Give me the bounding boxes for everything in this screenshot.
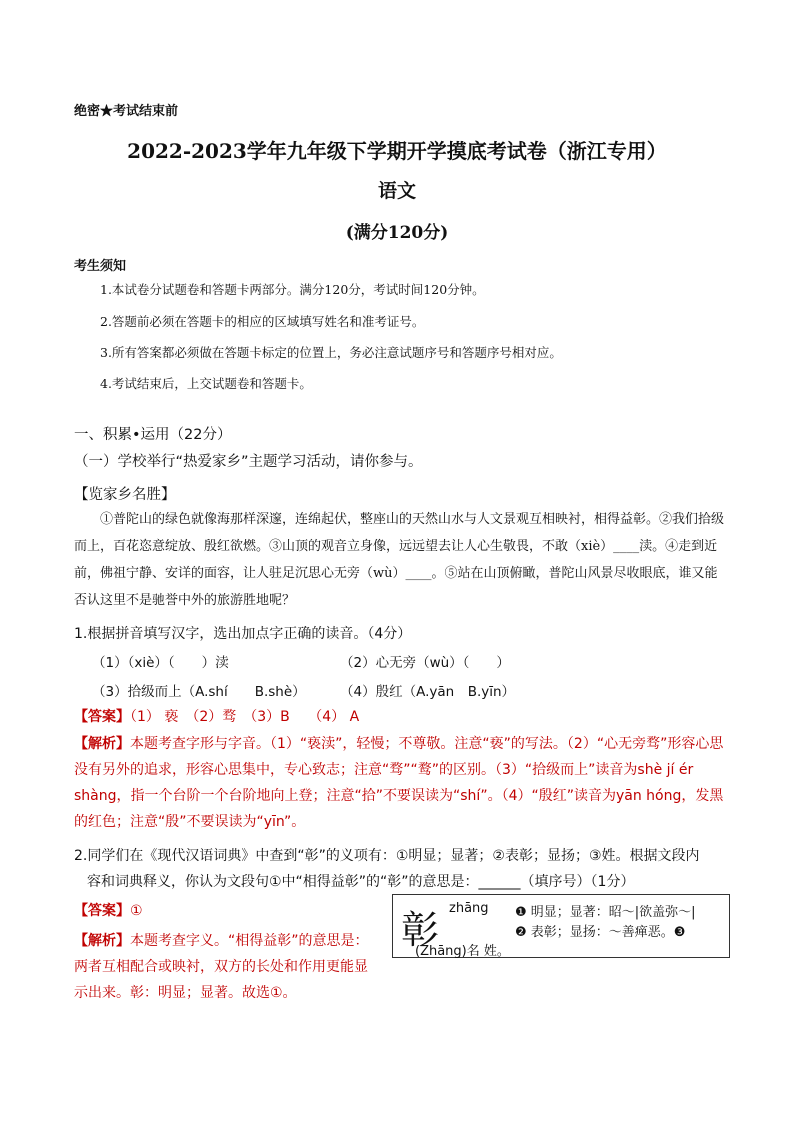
notice-item: 3.所有答案都必须做在答题卡标定的位置上，务必注意试题序号和答题序号相对应。: [100, 345, 562, 360]
analysis-label: 【解析】: [74, 933, 130, 949]
answer-text: ①: [130, 903, 143, 919]
notice-item: 2.答题前必须在答题卡的相应的区域填写姓名和准考证号。: [100, 314, 425, 329]
q2-stem-line1: 2.同学们在《现代汉语词典》中查到“彰”的义项有：①明显；显著；②表彰；显扬；③姓。根据文段内: [74, 848, 700, 864]
q1-option-2: （2）心无旁（wù）（ ）: [340, 655, 510, 671]
dictionary-sense-2: ❷ 表彰；显扬：～善瘅恶。❸: [515, 925, 686, 940]
full-score: (满分120分): [345, 223, 449, 243]
passage-text: ①普陀山的绿色就像海那样深邃，连绵起伏，整座山的天然山水与人文景观互相映衬，相得益彰。②我们拾级而上，百花恣意绽放、殷红欲燃。③山顶的观音立身像，远远望去让人心生敬畏，不敢（xiè）____渎。④走到近前，佛祖宁静、安详的面容，让人驻足沉思心无旁（wù）____。⑤站在山顶俯瞰，普陀山风景尽收眼底，谁又能否认这里不是驰誉中外的旅游胜地呢？: [74, 512, 725, 608]
section-heading: 一、积累•运用（22分）: [74, 427, 232, 443]
section-subheading: （一）学校举行“热爱家乡”主题学习活动，请你参与。: [74, 454, 423, 470]
analysis-text: 本题考查字形与字音。（1）“亵渎”，轻慢；不尊敬。注意“亵”的写法。（2）“心无旁骛”形容心思没有另外的追求，形容心思集中，专心致志；注意“骛”“鹜”的区别。（3）“拾级而上”读音为shè jí ér shàng，指一个台阶一个台阶地向上登；注意“拾”不要误读为“shí”。（4）“殷红”读音为yān hóng，发黑的红色；注意“殷”不要误读为“yīn”。: [74, 736, 724, 830]
q1-option-4: （4）殷红（A.yān B.yīn）: [340, 684, 516, 700]
q2-stem-line2: 容和词典释义，你认为文段句①中“相得益彰”的“彰”的意思是：______（填序号）（1分）: [87, 874, 635, 890]
passage: [74, 506, 724, 614]
notice-item: 1.本试卷分试题卷和答题卡两部分。满分120分，考试时间120分钟。: [100, 282, 485, 297]
analysis-label: 【解析】: [74, 736, 130, 752]
exam-title: 2022-2023学年九年级下学期开学摸底考试卷（浙江专用）: [127, 139, 667, 163]
dictionary-pinyin: zhāng: [449, 901, 489, 916]
q2-analysis: [74, 928, 384, 1006]
answer-label: 【答案】: [74, 709, 130, 725]
q1-stem: 1.根据拼音填写汉字，选出加点字正确的读音。（4分）: [74, 626, 412, 642]
q1-option-3: （3）拾级而上（A.shí B.shè）: [92, 684, 306, 700]
dictionary-character: 彰: [401, 908, 440, 952]
dictionary-entry-image: [392, 894, 730, 958]
notice-heading: 考生须知: [74, 259, 127, 274]
notice-item: 4.考试结束后，上交试题卷和答题卡。: [100, 376, 312, 391]
analysis-text: 示出来。彰：明显；显著。故选①。: [74, 985, 297, 1001]
passage-bracket-title: 【览家乡名胜】: [74, 487, 176, 503]
q2-answer: [74, 898, 374, 924]
dictionary-sense-1: ❶ 明显；显著：昭～|欲盖弥～|: [515, 905, 696, 920]
q1-option-1: （1）（xiè）（ ）渎: [92, 655, 229, 671]
answer-text: （1） 亵 （2）骛 （3）B （4） A: [130, 709, 360, 725]
answer-label: 【答案】: [74, 903, 130, 919]
confidential-label: 绝密★考试结束前: [74, 104, 179, 119]
analysis-text: 本题考查字义。“相得益彰”的意思是：: [130, 933, 369, 949]
analysis-text: 两者互相配合或映衬，双方的长处和作用更能显: [74, 959, 368, 975]
q1-answer: [74, 704, 724, 730]
dictionary-sense-3: (Zhāng)名 姓。: [415, 944, 510, 959]
q1-analysis: [74, 731, 724, 835]
subject-title: 语文: [377, 180, 416, 202]
